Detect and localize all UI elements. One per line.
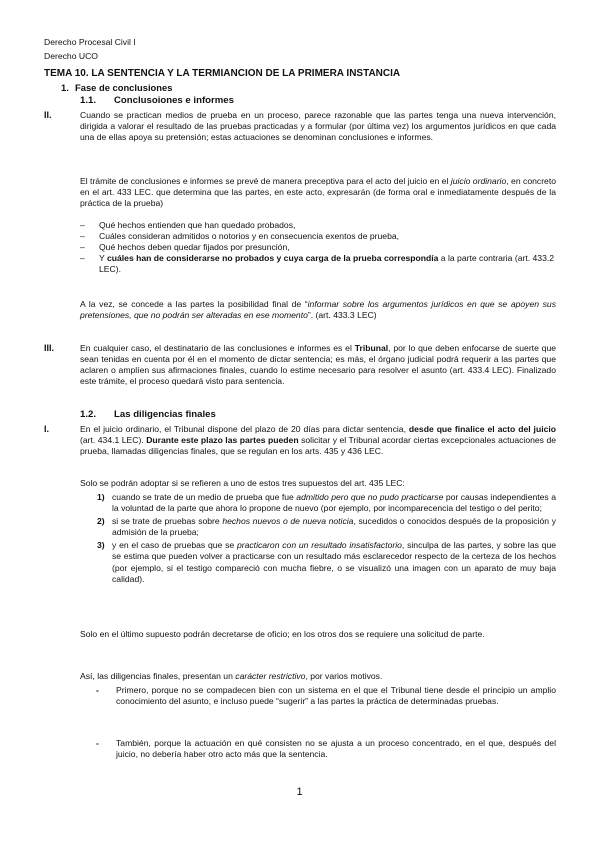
roman-marker-ii: II. xyxy=(44,110,52,120)
subsection-heading-1-1 xyxy=(80,95,234,106)
paragraph-supuestos-intro xyxy=(80,478,556,489)
subsection-number: 1.2. xyxy=(80,409,97,420)
list-item-text: También, porque la actuación en qué consisten no se ajusta a un proceso concentrado, en el que, después del juicio, no debería haber otro acto más que la sentencia. xyxy=(116,738,556,760)
text-run-bold: desde que finalice el acto del juicio xyxy=(408,424,556,434)
text-run-bold: Tribunal xyxy=(354,343,389,353)
text-run: a la parte contraria (art. 433.2 LEC). xyxy=(99,253,555,275)
dash-marker: – xyxy=(80,220,85,230)
conclusions-list xyxy=(80,220,556,275)
text-run-italic: admitido pero que no pudo practicarse xyxy=(296,492,444,502)
paragraph-oficio xyxy=(80,629,556,640)
paragraph-plazo xyxy=(80,424,556,457)
list-marker: - xyxy=(96,685,99,695)
roman-marker-i: I. xyxy=(44,424,50,434)
text-run: , sucedidos o conocidos después de la proposición y admisión de la prueba; xyxy=(112,516,556,538)
text-run: (art. 434.1 LEC). xyxy=(80,435,147,446)
page-number: 1 xyxy=(296,786,303,798)
supuestos-list xyxy=(80,492,556,587)
text-run-italic: hechos nuevos o de nueva noticia xyxy=(222,516,354,527)
list-item xyxy=(80,253,556,275)
list-marker: 1) xyxy=(97,492,105,502)
subsection-heading-1-2 xyxy=(80,409,216,420)
text-run: Así, las diligencias finales, presentan un xyxy=(80,671,236,681)
text-run: , por varios motivos. xyxy=(305,671,383,681)
list-item-text: Primero, porque no se compadecen bien con un sistema en el que el Tribunal tiene desde el principio un amplio conocimiento del asunto, e incluso puede “sugerir” a las partes la práctica de determinadas pruebas. xyxy=(116,685,556,707)
list-item-text: Cuáles consideran admitidos o notorios y en consecuencia exentos de prueba, xyxy=(99,231,400,242)
text-run-italic: juicio ordinario xyxy=(450,176,507,186)
text-run-italic: carácter restrictivo xyxy=(235,671,306,681)
header-course: Derecho Procesal Civil I xyxy=(44,37,136,47)
list-item xyxy=(80,242,556,253)
text-run-bold: Durante este plazo las partes pueden xyxy=(146,435,299,446)
header-degree: Derecho UCO xyxy=(44,51,98,61)
text-run-italic: practicaron con un resultado insatisfactorio xyxy=(236,540,402,551)
text-run: , sinculpa de las partes, y sobre las que se estima que pueden volver a practicarse con un resultado más esclarecedor respecto de la certeza de los hechos (por ejemplo, si el testigo compareció con mucha fiebre, o se visualizó una imagen con un aparato de muy baja calidad). xyxy=(112,540,557,584)
section-heading-1 xyxy=(61,82,172,93)
list-item-text: Qué hechos entienden que han quedado probados, xyxy=(99,220,296,230)
section-label: Fase de conclusiones xyxy=(75,82,173,93)
paragraph-destinatario xyxy=(80,343,556,387)
subsection-label: Las diligencias finales xyxy=(114,409,216,420)
motivos-list-1 xyxy=(80,685,556,707)
paragraph-tramite xyxy=(80,176,556,209)
paragraph-text: Cuando se practican medios de prueba en un proceso, parece razonable que las partes tenga una nueva intervención, dirigida a valorar el resultado de las pruebas practicadas y a formular (por última vez) los argumentos jurídicos en que cada una de ellas apoya su pretensión; estas actuaciones se denominan conclusiones e informes. xyxy=(80,110,556,143)
text-run: y en el caso de pruebas que se xyxy=(112,540,237,551)
text-run: por causas independientes a la voluntad de la parte que ahora lo propone de nuevo (por ejemplo, por incomparecencia del testigo o del perito; xyxy=(112,492,556,514)
motivos-list-2 xyxy=(80,738,556,760)
list-item xyxy=(80,516,556,538)
text-run: solicitar y el Tribunal acordar ciertas excepcionales actuaciones de prueba, llamadas diligencias finales, que se regulan en los arts. 435 y 436 LEC. xyxy=(80,435,556,457)
roman-marker-iii: III. xyxy=(44,343,55,353)
text-run-bold: cuáles han de considerarse no probados y cuya carga de la prueba correspondía xyxy=(106,253,439,264)
list-marker: 2) xyxy=(97,516,105,527)
list-item xyxy=(80,220,556,231)
text-run-italic: informar sobre los argumentos jurídicos en que se apoyen sus pretensiones, que no podrán ser alteradas en ese momento xyxy=(80,299,556,321)
list-item xyxy=(80,685,556,707)
dash-marker: – xyxy=(80,242,85,253)
list-item xyxy=(80,540,556,584)
paragraph-informar xyxy=(80,299,556,321)
text-run: Y xyxy=(99,253,107,264)
list-marker: 3) xyxy=(97,540,105,551)
dash-marker: – xyxy=(80,253,85,264)
subsection-label: Conclusoiones e informes xyxy=(114,95,234,106)
paragraph-restrictivo xyxy=(80,671,556,682)
paragraph-text: Solo en el último supuesto podrán decretarse de oficio; en los otros dos se requiere una solicitud de parte. xyxy=(80,629,485,639)
list-item xyxy=(80,738,556,760)
text-run: A la vez, se concede a las partes la posibilidad final de “ xyxy=(80,299,308,309)
text-run: El trámite de conclusiones e informes se prevé de manera preceptiva para el acto del juicio en el xyxy=(80,176,451,186)
text-run: si se trate de pruebas sobre xyxy=(112,516,223,527)
text-run: cuando se trate de un medio de prueba que fue xyxy=(112,492,297,502)
text-run: ”. (art. 433.3 LEC) xyxy=(307,310,377,321)
text-run: , por lo que deben enfocarse de suerte que sean tenidas en cuenta por él en el momento de dictar sentencia; es más, el órgano judicial podrá requerir a las partes que aclaren o amplíen sus afirmaciones finales, cuando lo estime necesario para resolver el asunto (art. 433.4 LEC). Finalizado este trámite, el proceso quedará visto para sentencia. xyxy=(80,343,557,387)
text-run: , en concreto en el art. 433 LEC. que determina que las partes, en este acto, expresarán (de forma oral e inmediatamente después de la práctica de la prueba) xyxy=(80,176,556,209)
dash-marker: – xyxy=(80,231,85,242)
list-item xyxy=(80,492,556,514)
text-run: En el juicio ordinario, el Tribunal dispone del plazo de 20 días para dictar sentencia, xyxy=(80,424,409,434)
subsection-number: 1.1. xyxy=(80,95,97,106)
list-item-text: Qué hechos deben quedar fijados por presunción, xyxy=(99,242,290,253)
paragraph-intro xyxy=(80,110,556,143)
chapter-title: TEMA 10. LA SENTENCIA Y LA TERMIANCION DE LA PRIMERA INSTANCIA xyxy=(44,68,401,79)
text-run: En cualquier caso, el destinatario de las conclusiones e informes es el xyxy=(80,343,355,353)
list-marker: - xyxy=(96,738,99,748)
paragraph-text: Solo se podrán adoptar si se refieren a uno de estos tres supuestos del art. 435 LEC: xyxy=(80,478,405,488)
section-number: 1. xyxy=(61,82,69,93)
list-item xyxy=(80,231,556,242)
